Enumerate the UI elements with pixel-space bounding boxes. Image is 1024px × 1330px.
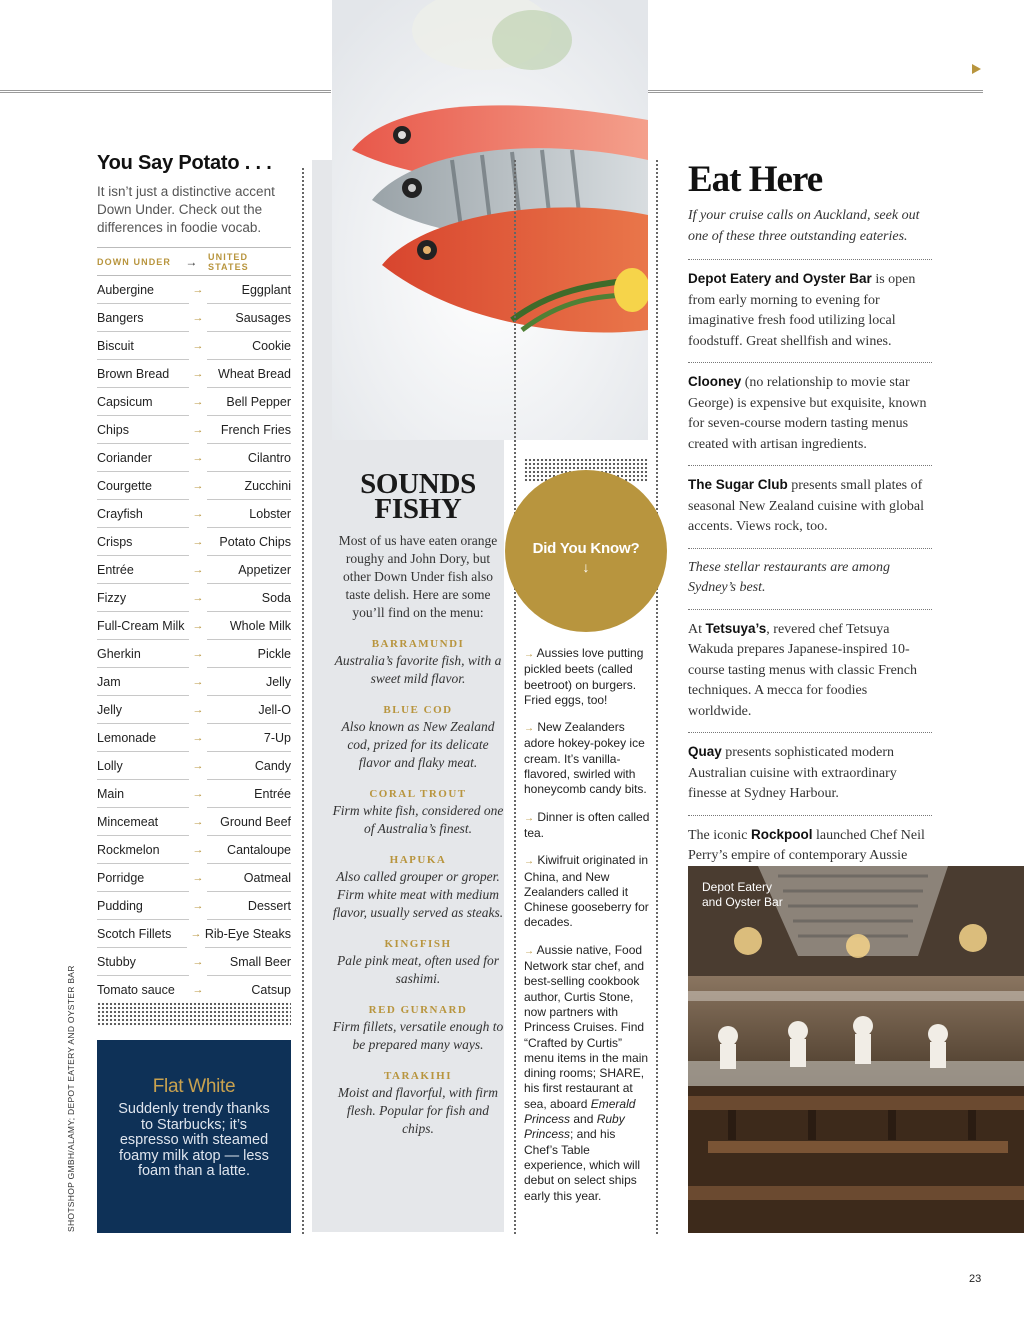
restaurant-text: is open from early morning to evening for imaginative fresh food utilizing local foodstuff. Great shellfish and wines. — [688, 272, 916, 349]
fish-name: TARAKIHI — [383, 1070, 453, 1082]
down-under-term: Courgette — [97, 472, 189, 500]
vocab-row — [97, 892, 291, 920]
vocab-row — [97, 612, 291, 640]
down-under-term: Brown Bread — [97, 360, 189, 388]
down-under-term: Porridge — [97, 864, 189, 892]
arrow-icon: → — [192, 900, 204, 912]
united-states-term: Oatmeal — [207, 864, 291, 892]
top-rule-left — [0, 90, 331, 93]
arrow-icon: → — [192, 508, 204, 520]
vocab-row — [97, 556, 291, 584]
vocab-row — [97, 640, 291, 668]
restaurant-name: Quay — [688, 744, 722, 759]
arrow-icon: → — [192, 872, 204, 884]
down-under-term: Coriander — [97, 444, 189, 472]
restaurant-entry — [688, 466, 932, 549]
down-under-term: Jam — [97, 668, 189, 696]
down-under-term: Crayfish — [97, 500, 189, 528]
restaurant-tetsuyas — [688, 610, 932, 734]
arrow-icon: → — [192, 312, 204, 324]
restaurant-name: Depot Eatery and Oyster Bar — [688, 271, 872, 286]
fish-entry — [332, 704, 504, 772]
sounds-fishy-title — [332, 468, 504, 525]
restaurant-entry — [688, 363, 932, 466]
united-states-term: Cookie — [207, 332, 291, 360]
restaurant-text: presents sophisticated modern Australian cuisine with extraordinary finesse at Sydney Harbour. — [688, 745, 897, 801]
arrow-icon: → — [192, 424, 204, 436]
united-states-term: Whole Milk — [207, 612, 291, 640]
play-arrow-icon — [972, 64, 981, 74]
down-under-term: Jelly — [97, 696, 189, 724]
vocab-row — [97, 528, 291, 556]
vocab-row — [97, 696, 291, 724]
fish-entry — [332, 1070, 504, 1138]
down-under-term: Lolly — [97, 752, 189, 780]
vocab-row — [97, 780, 291, 808]
fish-name: BLUE COD — [383, 704, 453, 716]
vocab-row — [97, 304, 291, 332]
down-under-term: Biscuit — [97, 332, 189, 360]
fact-text: Kiwifruit originated in China, and New Zealanders called it Chinese gooseberry for decades. — [524, 853, 649, 930]
restaurant-name: Rockpool — [750, 826, 813, 842]
fact-text: Aussie native, Food Network star chef, and best-selling cookbook author, Curtis Stone, now partners with Princess Cruises. Find “Crafted by Curtis” menu items in the main dining rooms; SHARE, his first restaurant at sea, aboard — [524, 942, 649, 1111]
fish-list — [332, 638, 504, 1138]
top-rule-right — [648, 90, 983, 93]
united-states-term: Soda — [207, 584, 291, 612]
restaurant-name: Tetsuya’s — [705, 620, 767, 636]
united-states-term: Jelly — [207, 668, 291, 696]
flat-white-body: Suddenly trendy thanks to Starbucks; it’s espresso with steamed foamy milk atop — less foam than a latte. — [118, 1101, 270, 1179]
fish-name: KINGFISH — [384, 938, 452, 950]
fish-photo — [332, 0, 648, 440]
fish-description: Firm fillets, versatile enough to be prepared many ways. — [332, 1019, 504, 1052]
vocab-row — [97, 360, 291, 388]
arrow-icon: → — [192, 452, 204, 464]
down-under-term: Lemonade — [97, 724, 189, 752]
photo-caption-line1: Depot Eatery — [702, 880, 773, 894]
arrow-icon: → — [192, 816, 204, 828]
fish-description: Pale pink meat, often used for sashimi. — [337, 953, 499, 986]
fish-entry — [332, 1004, 504, 1054]
vocab-row — [97, 752, 291, 780]
fish-entry — [332, 854, 504, 922]
arrow-icon: → — [192, 340, 204, 352]
fact-text: and — [570, 1112, 597, 1127]
flat-white-box — [97, 1040, 291, 1233]
vocab-row — [97, 472, 291, 500]
arrow-icon: → — [192, 732, 204, 744]
column-divider — [514, 160, 516, 1234]
fish-name: HAPUKA — [389, 854, 447, 866]
column-header-united-states: UNITED STATES — [208, 251, 249, 272]
sydney-intro: These stellar restaurants are among Sydney’s best. — [688, 549, 932, 610]
united-states-term: Jell-O — [207, 696, 291, 724]
fact-text: ; and his Chef’s Table experience, which will debut on select ships early this year. — [524, 1127, 641, 1203]
arrow-icon: → — [192, 536, 204, 548]
vocab-row — [97, 500, 291, 528]
down-under-term: Aubergine — [97, 276, 189, 304]
united-states-term: Sausages — [207, 304, 291, 332]
fish-illustration — [332, 0, 648, 440]
you-say-potato-section — [97, 152, 291, 1004]
sounds-fishy-section — [332, 440, 504, 1138]
restaurant-quay — [688, 733, 932, 816]
arrow-icon: → — [192, 592, 204, 604]
sounds-fishy-title-line1: SOUNDS — [360, 468, 476, 500]
fish-description: Firm white fish, considered one of Australia’s finest. — [332, 803, 504, 836]
dot-pattern — [97, 1002, 291, 1026]
restaurant-text: presents small plates of seasonal New Zealand cuisine with global accents. Views rock, too. — [688, 478, 924, 534]
united-states-term: Potato Chips — [207, 528, 291, 556]
did-you-know-title: Did You Know? — [532, 540, 640, 557]
fish-description: Australia’s favorite fish, with a sweet mild flavor. — [334, 653, 502, 686]
photo-caption-line2: and Oyster Bar — [702, 895, 783, 909]
did-you-know-facts — [524, 646, 650, 1216]
restaurant-photo — [688, 866, 1024, 1233]
down-under-term: Crisps — [97, 528, 189, 556]
fact-item — [524, 646, 650, 708]
arrow-icon: → — [524, 649, 534, 660]
vocab-row — [97, 724, 291, 752]
vocab-row — [97, 836, 291, 864]
eat-here-section — [688, 158, 932, 897]
fish-description: Also called grouper or groper. Firm white meat with medium flavor, usually served as steaks. — [332, 869, 504, 920]
arrow-icon: → — [524, 856, 534, 868]
fish-name: CORAL TROUT — [369, 788, 467, 800]
vocab-row — [97, 948, 291, 976]
down-under-term: Full-Cream Milk — [97, 612, 189, 640]
eat-here-title: Eat Here — [688, 159, 823, 200]
photo-credit: SHOTSHOP GMBH/ALAMY; DEPOT EATERY AND OYSTER BAR — [66, 965, 76, 1232]
arrow-down-icon: ↓ — [582, 559, 590, 575]
united-states-term: Candy — [207, 752, 291, 780]
potato-intro: It isn’t just a distinctive accent Down Under. Check out the differences in foodie vocab. — [97, 183, 291, 248]
column-header-down-under: DOWN UNDER — [97, 256, 171, 267]
fact-item — [524, 810, 650, 842]
fish-entry — [332, 938, 504, 988]
fact-item — [524, 720, 650, 797]
restaurant-text: (no relationship to movie star George) is expensive but exquisite, known for seven-course modern tasting menus created with artisan ingredients. — [688, 375, 927, 452]
down-under-term: Capsicum — [97, 388, 189, 416]
fact-text: New Zealanders adore hokey-pokey ice cream. It’s vanilla-flavored, swirled with honeycomb candy bits. — [524, 720, 647, 797]
united-states-term: Cilantro — [207, 444, 291, 472]
united-states-term: Dessert — [207, 892, 291, 920]
restaurant-entry — [688, 260, 932, 363]
fish-entry — [332, 788, 504, 838]
restaurant-name: The Sugar Club — [688, 477, 788, 492]
column-divider — [656, 160, 658, 1234]
column-divider — [302, 168, 304, 1234]
arrow-icon: → — [524, 723, 534, 735]
arrow-icon: → — [192, 676, 204, 688]
fish-entry — [332, 638, 504, 688]
photo-caption — [702, 880, 783, 910]
restaurant-name: Clooney — [688, 374, 742, 389]
arrow-icon: → — [192, 564, 204, 576]
arrow-icon: → — [192, 788, 204, 800]
vocab-row — [97, 388, 291, 416]
down-under-term: Entrée — [97, 556, 189, 584]
vocab-row — [97, 332, 291, 360]
vocab-row — [97, 276, 291, 304]
arrow-icon: → — [192, 480, 204, 492]
vocab-table — [97, 276, 291, 1004]
vocab-row — [97, 920, 291, 948]
down-under-term: Scotch Fillets — [97, 920, 187, 948]
down-under-term: Stubby — [97, 948, 189, 976]
vocab-row — [97, 444, 291, 472]
restaurant-text: At — [688, 621, 706, 637]
arrow-icon: → — [192, 760, 204, 772]
united-states-term: Rib-Eye Steaks — [205, 920, 291, 948]
fact-text: Aussies love putting pickled beets (called beetroot) on burgers. Fried eggs, too! — [524, 646, 644, 707]
restaurant-text: , revered chef Tetsuya Wakuda prepares Japanese-inspired 10-course tasting menus with classic French techniques. A mecca for foodies worldwide. — [688, 621, 918, 719]
arrow-icon: → — [192, 620, 204, 632]
arrow-icon: → — [524, 945, 534, 957]
united-states-term: Eggplant — [207, 276, 291, 304]
united-states-term: Appetizer — [207, 556, 291, 584]
vocab-row — [97, 976, 291, 1004]
restaurant-illustration — [688, 866, 1024, 1233]
flat-white-title: Flat White — [152, 1076, 236, 1097]
united-states-term: Wheat Bread — [207, 360, 291, 388]
sounds-fishy-title-line2: FISHY — [374, 493, 462, 525]
page-number: 23 — [969, 1273, 982, 1285]
arrow-icon: → — [192, 844, 204, 856]
arrow-icon: → — [524, 812, 534, 824]
down-under-term: Chips — [97, 416, 189, 444]
arrow-icon: → — [192, 648, 204, 660]
arrow-icon: → — [192, 368, 204, 380]
fact-item — [524, 943, 650, 1204]
down-under-term: Pudding — [97, 892, 189, 920]
united-states-term: Bell Pepper — [207, 388, 291, 416]
arrow-icon: → — [190, 928, 202, 940]
eat-here-intro: If your cruise calls on Auckland, seek out one of these three outstanding eateries. — [688, 206, 932, 260]
fact-text: Dinner is often called tea. — [524, 809, 650, 840]
did-you-know-badge — [505, 470, 667, 632]
fish-description: Moist and flavorful, with firm flesh. Popular for fish and chips. — [337, 1085, 499, 1136]
fact-item — [524, 853, 650, 930]
vocab-row — [97, 864, 291, 892]
vocab-table-header — [97, 248, 291, 276]
down-under-term: Main — [97, 780, 189, 808]
potato-title: You Say Potato . . . — [97, 152, 272, 174]
ship-name: Ruby Princess — [524, 1112, 625, 1142]
fish-name: BARRAMUNDI — [371, 638, 465, 650]
vocab-row — [97, 808, 291, 836]
united-states-term: Catsup — [251, 983, 291, 997]
vocab-row — [97, 668, 291, 696]
united-states-term: Ground Beef — [207, 808, 291, 836]
sounds-fishy-intro: Most of us have eaten orange roughy and John Dory, but other Down Under fish also taste delish. Here are some you’ll find on the menu: — [338, 533, 498, 620]
down-under-term: Gherkin — [97, 640, 189, 668]
ship-name: Emerald Princess — [524, 1096, 636, 1127]
restaurant-text: launched Chef Neil Perry’s empire of contemporary Aussie — [688, 827, 925, 863]
fish-description: Also known as New Zealand cod, prized for its delicate flavor and flaky meat. — [341, 719, 495, 770]
arrow-icon: → — [192, 396, 204, 408]
united-states-term: Lobster — [207, 500, 291, 528]
restaurant-text: The iconic — [688, 827, 751, 843]
down-under-term: Tomato sauce — [97, 983, 175, 997]
arrow-icon: → — [185, 254, 199, 269]
down-under-term: Mincemeat — [97, 808, 189, 836]
arrow-icon: → — [192, 704, 204, 716]
united-states-term: Cantaloupe — [207, 836, 291, 864]
down-under-term: Bangers — [97, 304, 189, 332]
down-under-term: Fizzy — [97, 584, 189, 612]
united-states-term: French Fries — [207, 416, 291, 444]
arrow-icon: → — [192, 984, 204, 996]
arrow-icon: → — [192, 956, 204, 968]
united-states-term: Entrée — [207, 780, 291, 808]
united-states-term: Zucchini — [207, 472, 291, 500]
down-under-term: Rockmelon — [97, 836, 189, 864]
vocab-row — [97, 416, 291, 444]
united-states-term: 7-Up — [207, 724, 291, 752]
vocab-row — [97, 584, 291, 612]
united-states-term: Small Beer — [207, 948, 291, 976]
arrow-icon: → — [192, 284, 204, 296]
fish-name: RED GURNARD — [368, 1004, 468, 1016]
united-states-term: Pickle — [207, 640, 291, 668]
